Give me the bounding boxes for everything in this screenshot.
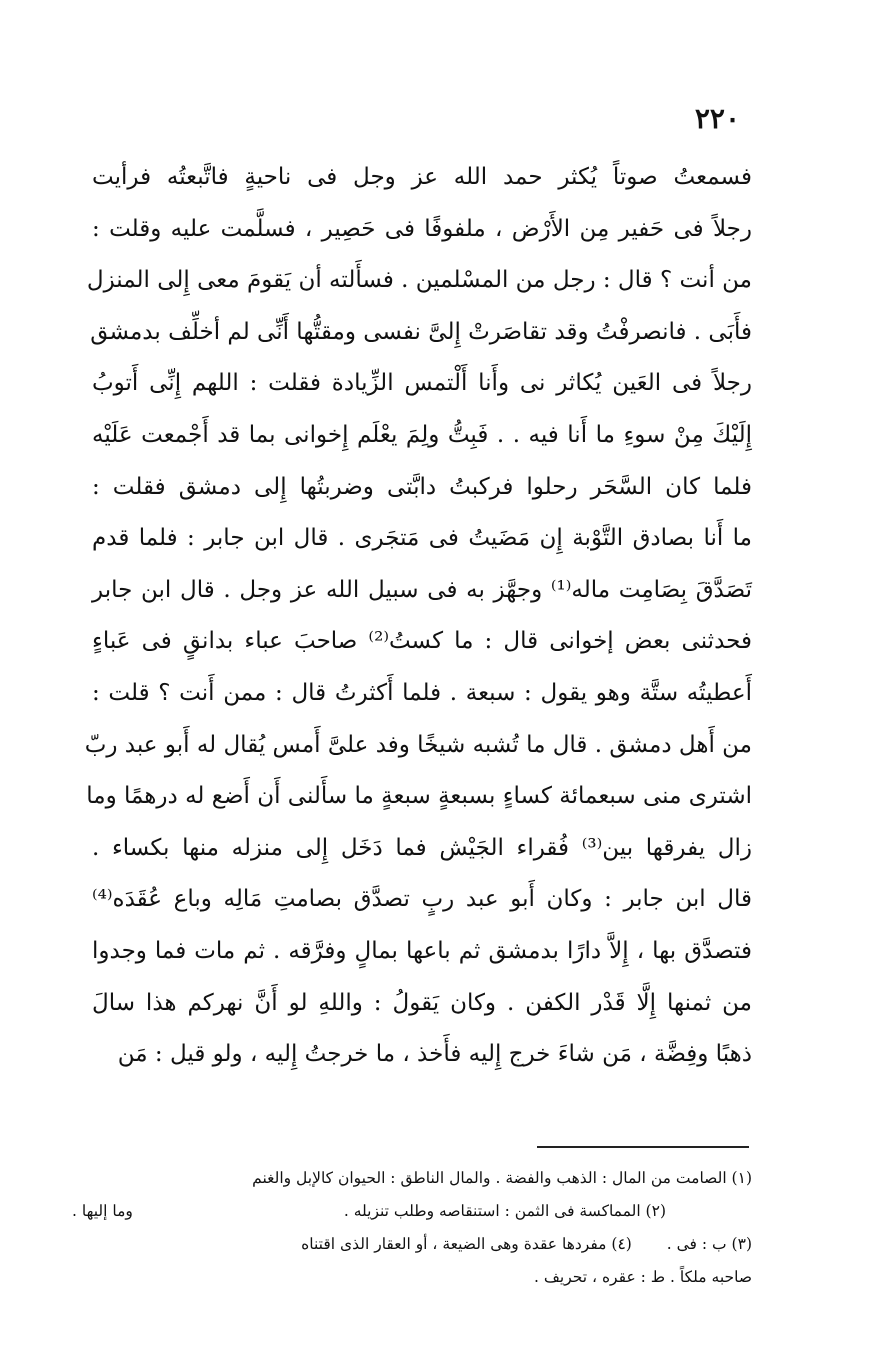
- page-number: ٢٢٠: [694, 102, 740, 135]
- text-line: تَصَدَّقَ بِصَامِت ماله⁽¹⁾ وجهَّز به فى سبيل الله عز وجل . قال ابن جابر: [92, 576, 752, 603]
- text-line: أَعطيتُه ستَّة وهو يقول : سبعة . فلما أَكثرتُ قال : ممن أَنت ؟ قلت :: [92, 679, 752, 706]
- text-line: فلما كان السَّحَر رحلوا فركبتُ دابَّتى وضربتُها إِلى دمشق فقلت :: [92, 473, 752, 500]
- text-line: إِلَيْكَ مِنْ سوءِ ما أَنا فيه . . فَبِتُّ ولِمَ يعْلَم إِخوانى بما قد أَجْمعت عَلَيْه: [92, 421, 752, 448]
- footnote-3: (٣) ب : فى .: [666, 1235, 752, 1253]
- text-line: فسمعتُ صوتاً يُكثر حمد الله عز وجل فى ناحيةٍ فاتَّبعتُه فرأيت: [92, 164, 752, 190]
- footnote-2: (٢) المماكسة فى الثمن : استنقاصه وطلب تنزيله .: [343, 1202, 666, 1220]
- text-line: فحدثنى بعض إخوانى قال : ما كستُ⁽²⁾ صاحبَ عباء بدانقٍ فى عَباءٍ: [92, 628, 752, 655]
- text-line: زال يفرقها بين⁽³⁾ فُقراء الجَيْش فما دَخَل إِلى منزله منها بكساء .: [92, 834, 752, 861]
- text-line: فتصدَّق بها ، إِلاَّ دارًا بدمشق ثم باعها بمالٍ وفرَّقه . ثم مات فما وجدوا: [92, 937, 752, 964]
- text-line: اشترى منى سبعمائة كساءٍ بسبعةٍ سبعةٍ ما سأَلنى أَن أَضع له درهمًا وما: [86, 783, 752, 810]
- footnote-1-continued: وما إليها .: [72, 1202, 133, 1220]
- text-line: قال ابن جابر : وكان أَبو عبد ربٍ تصدَّق بصامتِ مَالِه وباع عُقَدَه⁽⁴⁾: [92, 886, 752, 913]
- text-line: رجلاً فى حَفير مِن الأَرْض ، ملفوفًا فى حَصِير ، فسلَّمت عليه وقلت :: [92, 215, 752, 242]
- footnote-line: [72, 1195, 752, 1228]
- footnote-line: [72, 1228, 752, 1261]
- footnote-line: [72, 1261, 752, 1294]
- text-line: ذهبًا وفِضَّة ، مَن شاءَ خرج إِليه فأَخذ ، ما خرجتُ إِليه ، ولو قيل : مَن: [117, 1041, 752, 1068]
- footnote-separator: [537, 1146, 749, 1148]
- footnote-1: (١) الصامت من المال : الذهب والفضة . والمال الناطق : الحيوان كالإبل والغنم: [252, 1169, 752, 1187]
- footnote-4-continued: صاحبه ملكاً . ط : عقره ، تحريف .: [534, 1268, 752, 1286]
- text-line: ما أَنا بصادق التَّوْبة إِن مَضَيتُ فى مَتجَرى . قال ابن جابر : فلما قدم: [92, 525, 752, 552]
- footnote-4: (٤) مفردها عقدة وهى الضيعة ، أو العقار الذى اقتناه: [301, 1235, 632, 1253]
- text-line: فأَبَى . فانصرفْتُ وقد تقاصَرتْ إِلىَّ نفسى ومقتُّها أَنِّى لم أخلِّف بدمشق: [90, 318, 752, 345]
- main-text: [84, 152, 752, 1081]
- text-line: من أنت ؟ قال : رجل من المسْلمين . فسأَلته أن يَقومَ معى إِلى المنزل: [86, 267, 752, 294]
- text-line: من ثمنها إِلَّا قَدْر الكفن . وكان يَقولُ : واللهِ لو أَنَّ نهركم هذا سالَ: [92, 989, 752, 1016]
- footnote-line: [72, 1162, 752, 1195]
- text-line: رجلاً فى العَين يُكاثر نى وأَنا أَلْتمس الزِّيادة فقلت : اللهم إِنِّى أَتوبُ: [92, 370, 752, 397]
- text-line: من أَهل دمشق . قال ما تُشبه شيخًا وفد علىَّ أَمس يُقال له أَبو عبد ربّ: [84, 731, 752, 758]
- footnotes: [72, 1162, 752, 1294]
